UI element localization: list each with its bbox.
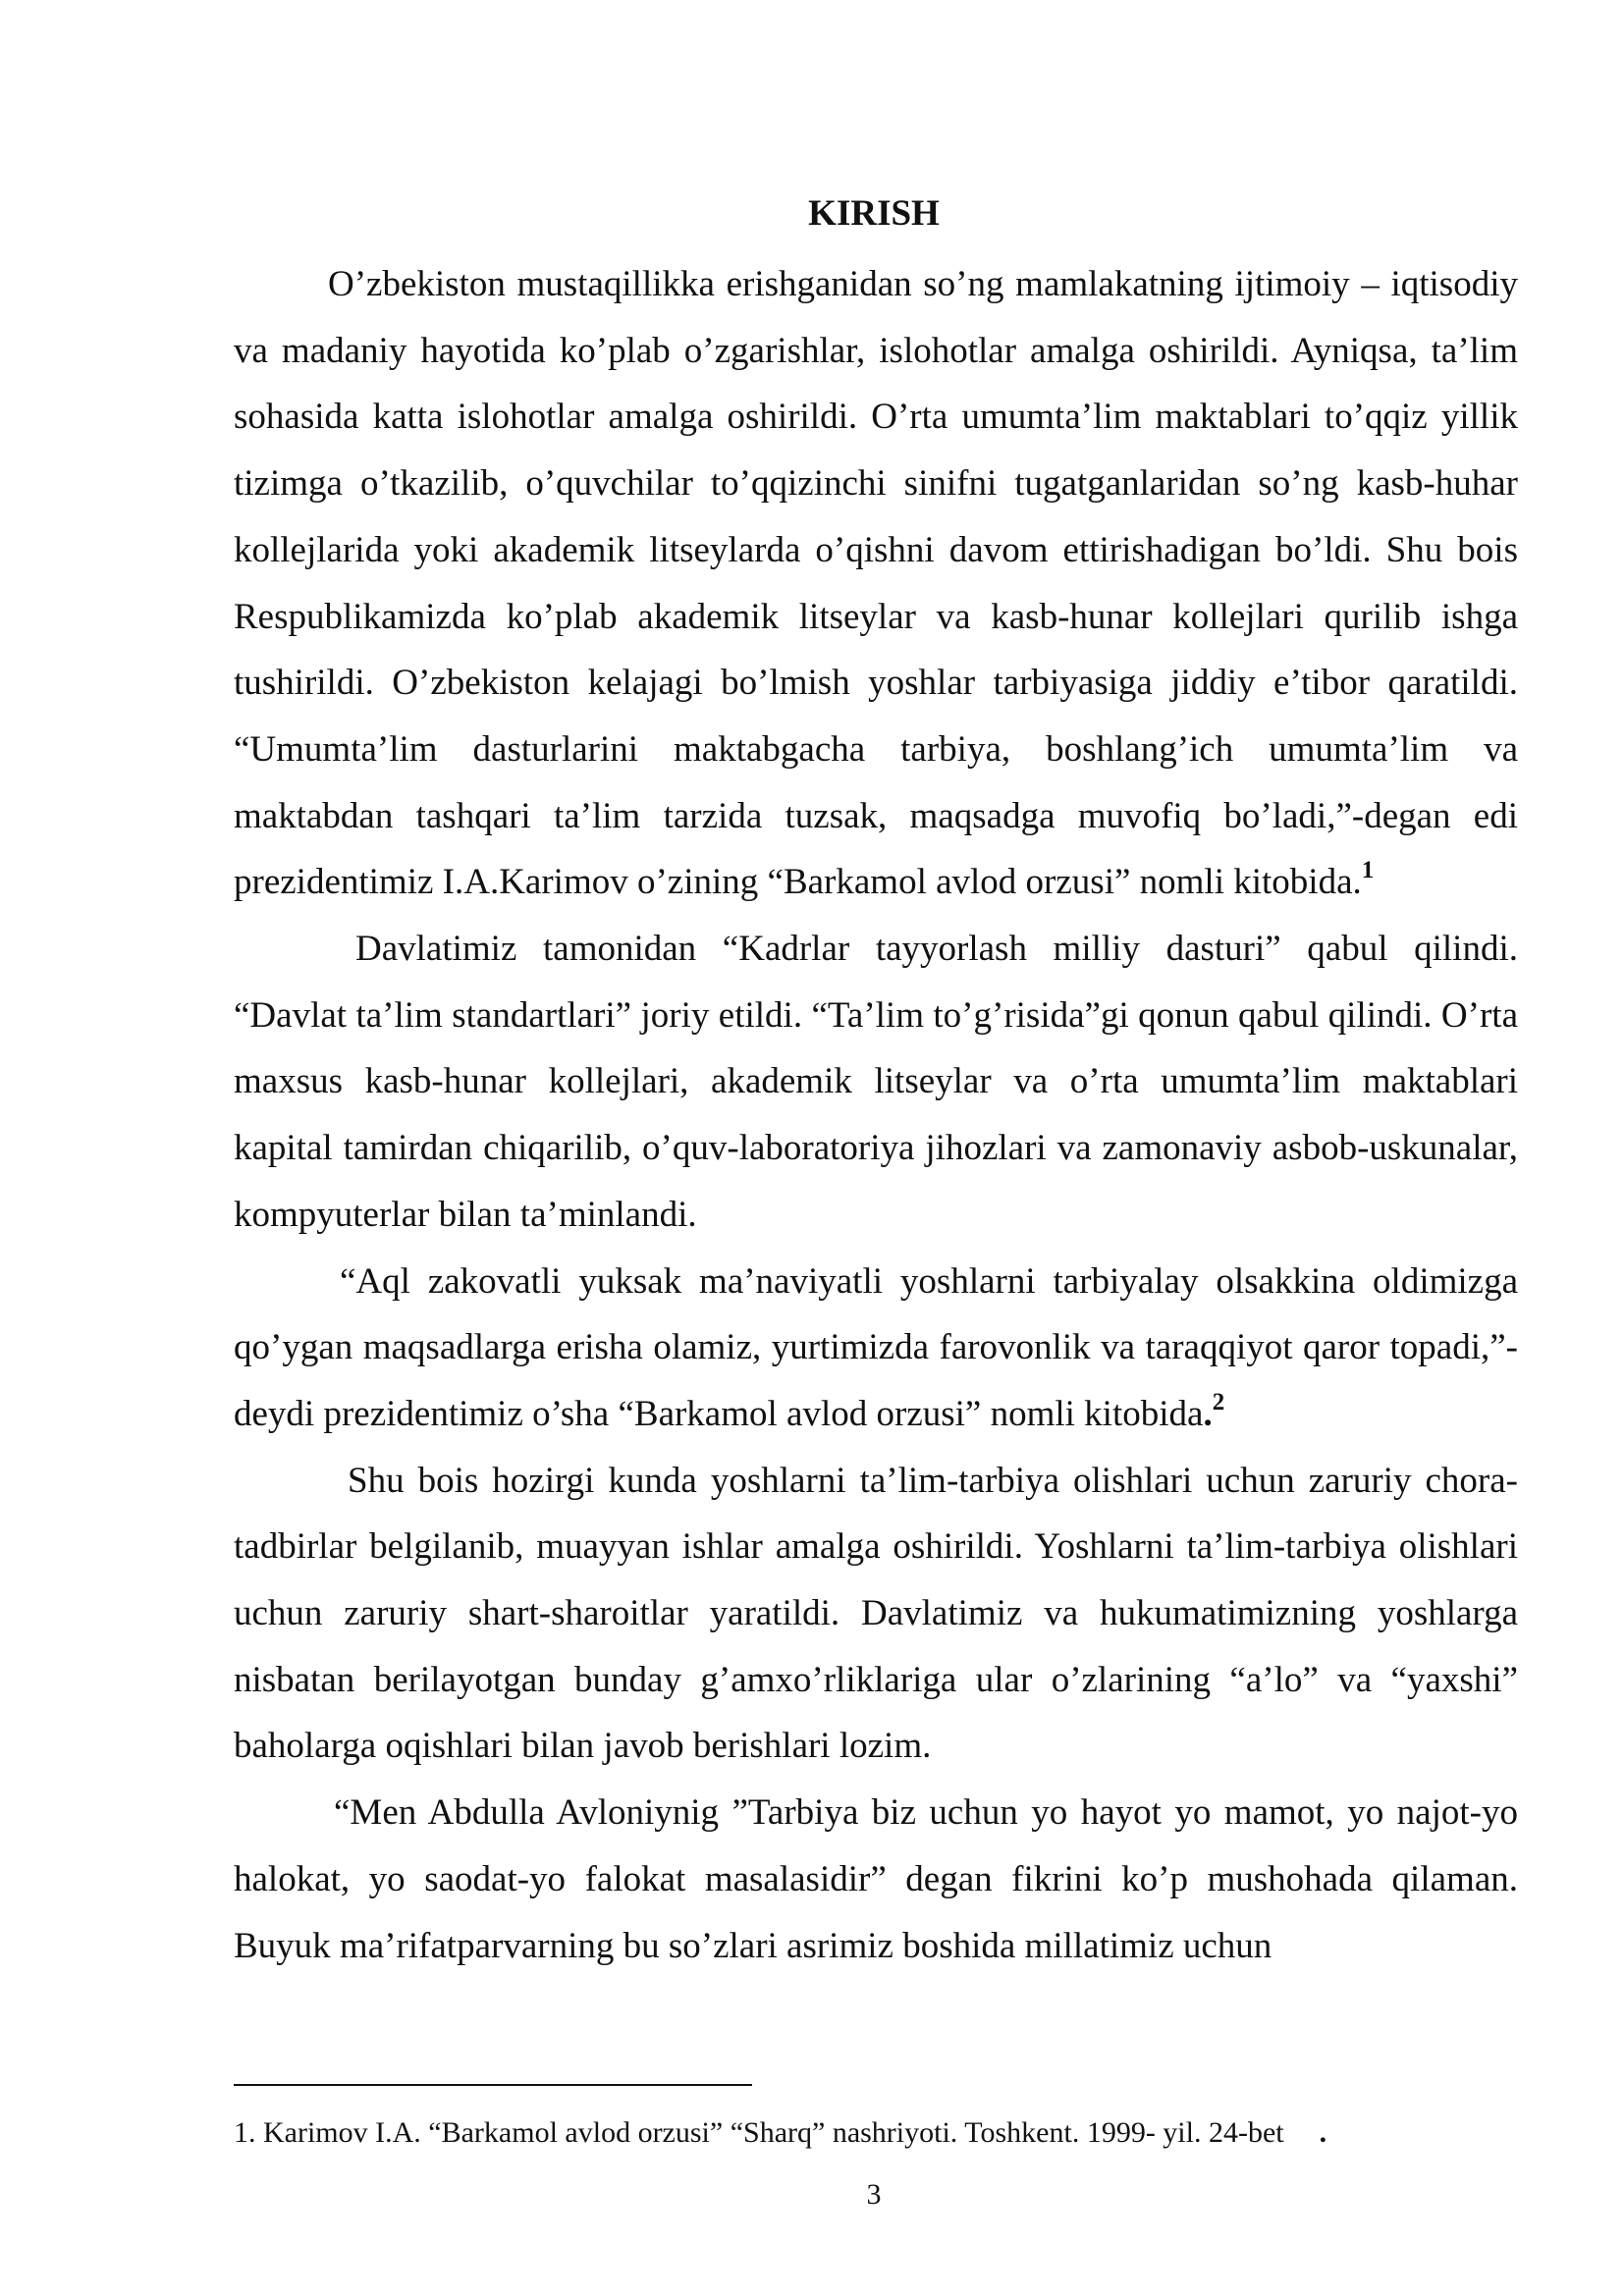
footnote bbox=[234, 2115, 1510, 2151]
paragraph-4-text: Shu bois hozirgi kunda yoshlarni ta’lim-tarbiya olishlari uchun zaruriy chora-tadbirlar belgilanib, muayyan ishlar amalga oshirildi. Yoshlarni ta’lim-tarbiya olishlari uchun zaruriy shart-sharoitlar yaratildi. Davlatimiz va hukumatimizning yoshlarga nisbatan berilayotgan bunday g’amxo’rliklariga ular o’zlarining “a’lo” va “yaxshi” baholarga oqishlari bilan javob berishlari lozim. bbox=[234, 1460, 1518, 1767]
page-title: KIRISH bbox=[808, 193, 940, 234]
paragraph-3-end-mark: . bbox=[1203, 1393, 1213, 1434]
footnote-separator bbox=[234, 2084, 752, 2086]
footnote-ref-2: 2 bbox=[1212, 1388, 1225, 1415]
paragraph-3 bbox=[234, 1249, 1518, 1448]
paragraph-1 bbox=[234, 251, 1518, 916]
body-text bbox=[234, 251, 1518, 1979]
page-number: 3 bbox=[866, 2178, 882, 2211]
footnote-text: 1. Karimov I.A. “Barkamol avlod orzusi” “Sharq” nashriyoti. Toshkent. 1999- yil. 24-bet bbox=[234, 2116, 1284, 2149]
paragraph-1-text: O’zbekiston mustaqillikka erishganidan so’ng mamlakatning ijtimoiy – iqtisodiy va madaniy hayotida ko’plab o’zgarishlar, islohotlar amalga oshirildi. Ayniqsa, ta’lim sohasida katta islohotlar amalga oshirildi. O’rta umumta’lim maktablari to’qqiz yillik tizimga o’tkazilib, o’quvchilar to’qqizinchi sinifni tugatganlaridan so’ng kasb-huhar kollejlarida yoki akademik litseylarda o’qishni davom ettirishadigan bo’ldi. Shu bois Respublikamizda ko’plab akademik litseylar va kasb-hunar kollejlari qurilib ishga tushirildi. O’zbekiston kelajagi bo’lmish yoshlar tarbiyasiga jiddiy e’tibor qaratildi. “Umumta’lim dasturlarini maktabgacha tarbiya, boshlang’ich umumta’lim va maktabdan tashqari ta’lim tarzida tuzsak, maqsadga muvofiq bo’ladi,”-degan edi prezidentimiz I.A.Karimov o’zining “Barkamol avlod orzusi” nomli kitobida. bbox=[234, 264, 1518, 903]
paragraph-3-text: “Aql zakovatli yuksak ma’naviyatli yoshlarni tarbiyalay olsakkina oldimizga qo’ygan maqsadlarga erisha olamiz, yurtimizda farovonlik va taraqqiyot qaror topadi,”-deydi prezidentimiz o’sha “Barkamol avlod orzusi” nomli kitobida bbox=[234, 1260, 1518, 1434]
paragraph-5 bbox=[234, 1780, 1518, 1979]
footnote-ref-1: 1 bbox=[1361, 857, 1375, 884]
paragraph-2 bbox=[234, 916, 1518, 1249]
paragraph-5-text: “Men Abdulla Avloniynig ”Tarbiya biz uchun yo hayot yo mamot, yo najot-yo halokat, yo saodat-yo falokat masalasidir” degan fikrini ko’p mushohada qilaman. Buyuk ma’rifatparvarning bu so’zlari asrimiz boshida millatimiz uchun bbox=[234, 1792, 1518, 1966]
paragraph-4 bbox=[234, 1448, 1518, 1781]
paragraph-2-text: Davlatimiz tamonidan “Kadrlar tayyorlash milliy dasturi” qabul qilindi. “Davlat ta’lim standartlari” joriy etildi. “Ta’lim to’g’risida”gi qonun qabul qilindi. O’rta maxsus kasb-hunar kollejlari, akademik litseylar va o’rta umumta’lim maktablari kapital tamirdan chiqarilib, o’quv-laboratoriya jihozlari va zamonaviy asbob-uskunalar, kompyuterlar bilan ta’minlandi. bbox=[234, 929, 1518, 1235]
footnote-trailing-mark: . bbox=[1319, 2116, 1327, 2149]
